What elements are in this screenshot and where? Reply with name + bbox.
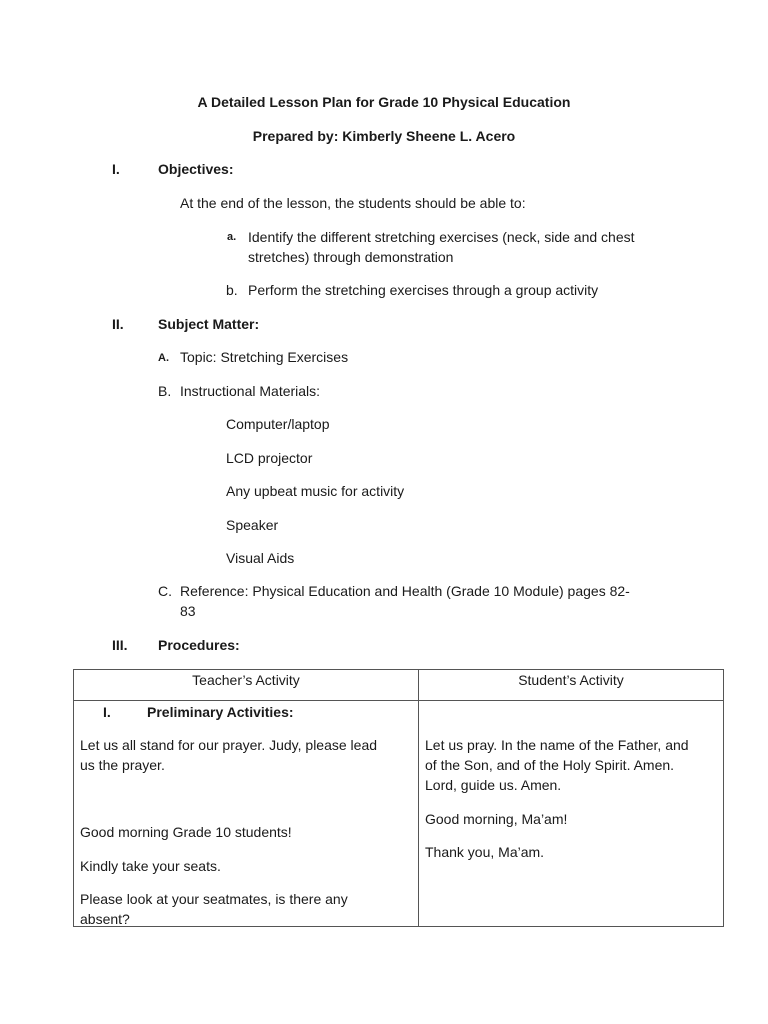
- material-item: Speaker: [226, 517, 279, 533]
- material-item: Computer/laptop: [226, 416, 330, 432]
- materials-marker: B.: [158, 383, 172, 399]
- student-line: Thank you, Ma’am.: [425, 844, 545, 860]
- procedures-table: [73, 669, 724, 927]
- section-numeral: I.: [103, 704, 111, 720]
- student-activity-cell: [419, 701, 724, 927]
- material-item: Visual Aids: [226, 550, 295, 566]
- student-line: Let us pray. In the name of the Father, and: [425, 737, 689, 753]
- student-line: Lord, guide us. Amen.: [425, 777, 562, 793]
- objective-a-marker: a.: [227, 231, 237, 243]
- teacher-line: absent?: [80, 911, 130, 927]
- student-line: of the Son, and of the Holy Spirit. Amen.: [425, 757, 675, 773]
- objective-b-line1: Perform the stretching exercises through a group activity: [248, 282, 599, 298]
- materials-text: Instructional Materials:: [180, 383, 321, 399]
- reference-line1: Reference: Physical Education and Health (Grade 10 Module) pages 82-: [180, 583, 630, 599]
- procedures-numeral: III.: [112, 637, 128, 653]
- teacher-line: Kindly take your seats.: [80, 858, 221, 874]
- subject-numeral: II.: [112, 316, 124, 332]
- reference-line2: 83: [180, 603, 196, 619]
- material-item: Any upbeat music for activity: [226, 483, 405, 499]
- teacher-line: us the prayer.: [80, 757, 165, 773]
- material-item: LCD projector: [226, 450, 313, 466]
- objectives-intro: At the end of the lesson, the students should be able to:: [180, 195, 526, 211]
- procedures-heading: Procedures:: [158, 637, 240, 653]
- prepared-by: Prepared by: Kimberly Sheene L. Acero: [252, 128, 516, 144]
- objectives-heading: Objectives:: [158, 161, 234, 177]
- objective-b-marker: b.: [226, 282, 238, 298]
- student-line: Good morning, Ma’am!: [425, 811, 568, 827]
- student-activity-header: Student’s Activity: [419, 670, 724, 701]
- objective-a-line2: stretches) through demonstration: [248, 249, 454, 265]
- teacher-activity-cell: [74, 701, 419, 927]
- section-heading: Preliminary Activities:: [147, 704, 294, 720]
- subject-heading: Subject Matter:: [158, 316, 260, 332]
- objective-a-line1: Identify the different stretching exercises (neck, side and chest: [248, 229, 635, 245]
- teacher-line: Please look at your seatmates, is there any: [80, 891, 348, 907]
- reference-marker: C.: [158, 583, 172, 599]
- document-title: A Detailed Lesson Plan for Grade 10 Physical Education: [197, 94, 571, 110]
- teacher-activity-header: Teacher’s Activity: [74, 670, 419, 701]
- teacher-line: Let us all stand for our prayer. Judy, please lead: [80, 737, 378, 753]
- topic-marker: A.: [158, 352, 169, 364]
- objectives-numeral: I.: [112, 161, 120, 177]
- topic-text: Topic: Stretching Exercises: [180, 349, 349, 365]
- teacher-line: Good morning Grade 10 students!: [80, 824, 292, 840]
